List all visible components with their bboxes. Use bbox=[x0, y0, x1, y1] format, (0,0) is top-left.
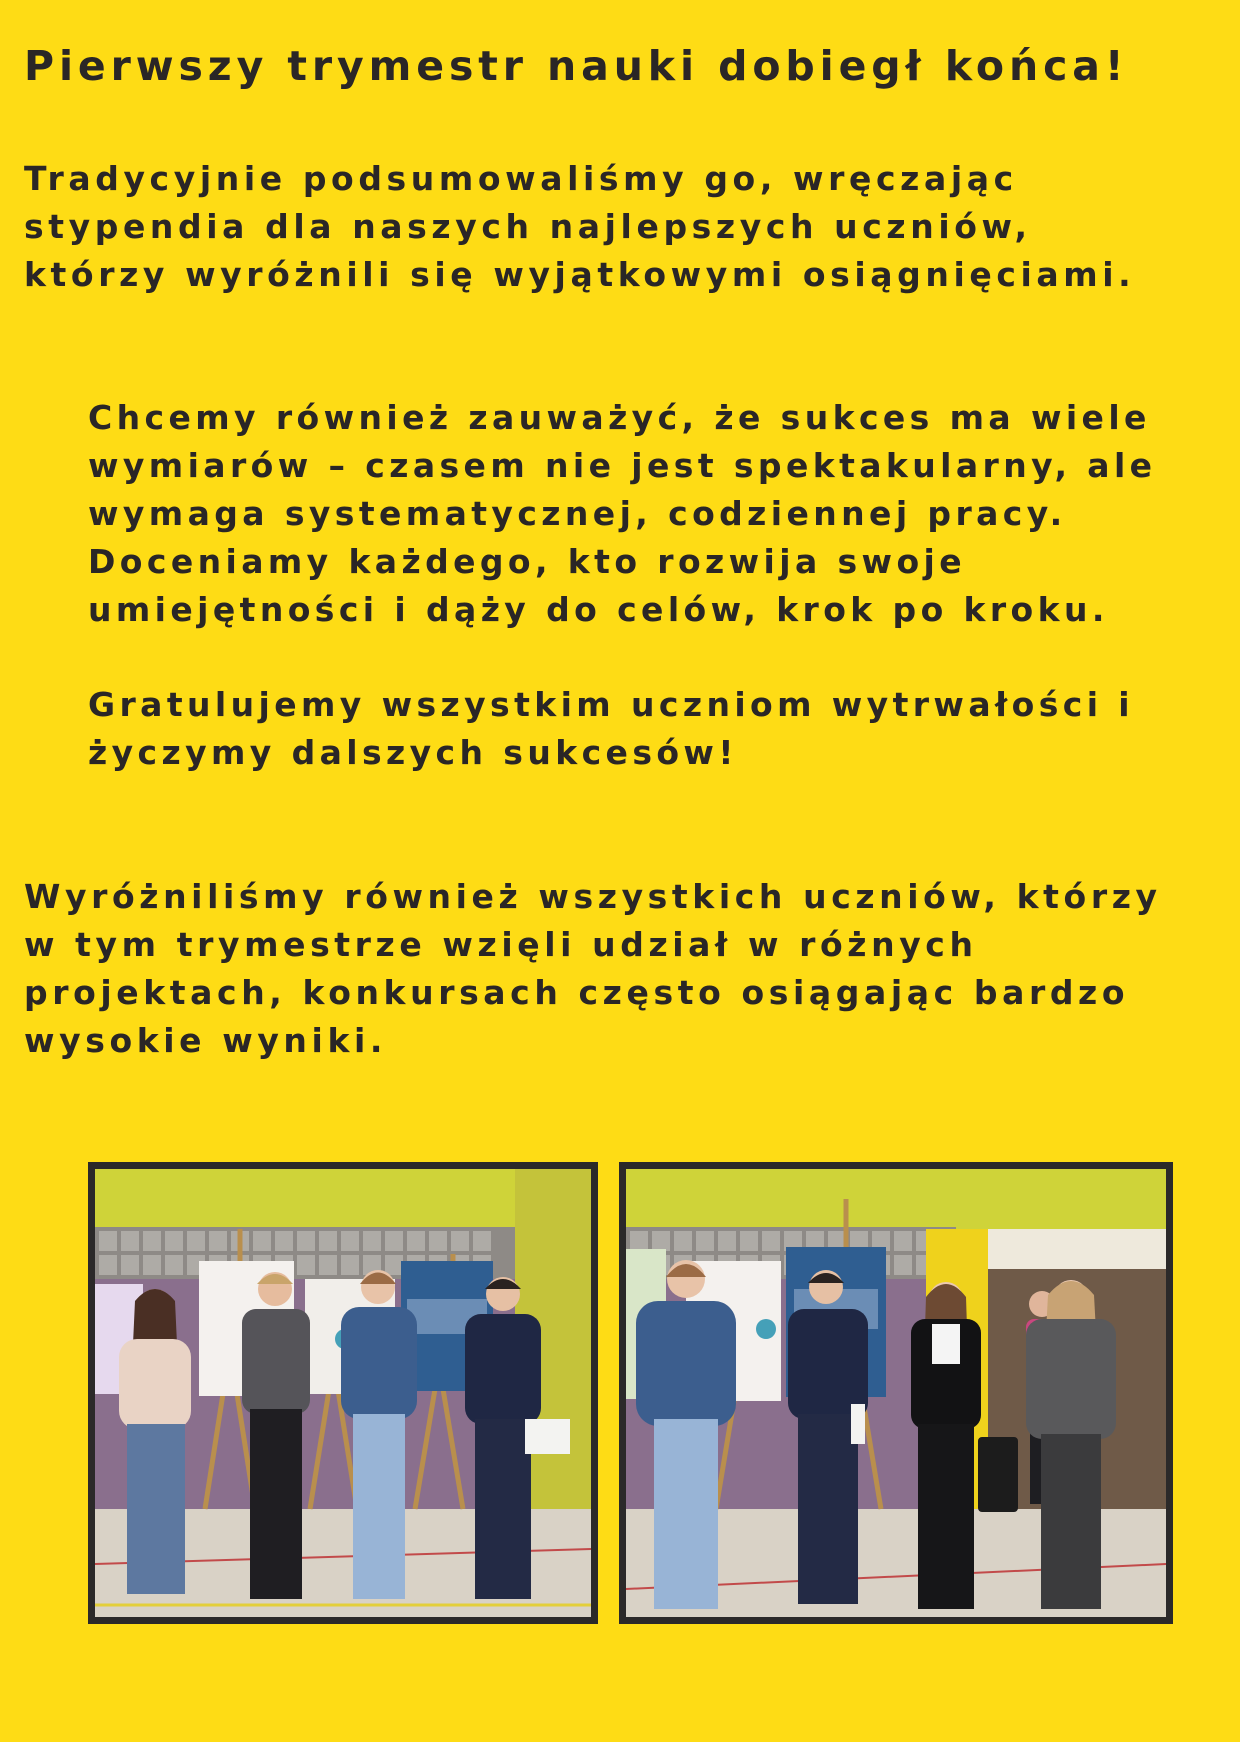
projects-line: projektach, konkursach często osiągając bardzo bbox=[24, 973, 1130, 1012]
projects-line: wysokie wyniki. bbox=[24, 1021, 388, 1060]
success-line: Chcemy również zauważyć, że sukces ma wiele bbox=[88, 398, 1151, 437]
page-title: Pierwszy trymestr nauki dobiegł końca! bbox=[24, 42, 1129, 90]
projects-paragraph bbox=[24, 873, 1162, 1065]
success-paragraph bbox=[88, 394, 1156, 634]
success-line: umiejętności i dąży do celów, krok po kroku. bbox=[88, 590, 1109, 629]
congratulations-paragraph bbox=[88, 681, 1134, 777]
projects-line: w tym trymestrze wzięli udział w różnych bbox=[24, 925, 978, 964]
congratulations-line: życzymy dalszych sukcesów! bbox=[88, 733, 738, 772]
intro-paragraph bbox=[24, 155, 1135, 299]
intro-line: Tradycyjnie podsumowaliśmy go, wręczając bbox=[24, 159, 1018, 198]
student-photo-right-image bbox=[626, 1169, 1166, 1617]
student-photo-right bbox=[619, 1162, 1173, 1624]
congratulations-line: Gratulujemy wszystkim uczniom wytrwałości i bbox=[88, 685, 1135, 724]
student-photo-left-image bbox=[95, 1169, 591, 1617]
projects-line: Wyróżniliśmy również wszystkich uczniów, którzy bbox=[24, 877, 1162, 916]
success-line: wymaga systematycznej, codziennej pracy. bbox=[88, 494, 1067, 533]
student-photo-left bbox=[88, 1162, 598, 1624]
success-line: wymiarów – czasem nie jest spektakularny, ale bbox=[88, 446, 1157, 485]
intro-line: którzy wyróżnili się wyjątkowymi osiągnięciami. bbox=[24, 255, 1136, 294]
success-line: Doceniamy każdego, kto rozwija swoje bbox=[88, 542, 967, 581]
intro-line: stypendia dla naszych najlepszych uczniów, bbox=[24, 207, 1032, 246]
